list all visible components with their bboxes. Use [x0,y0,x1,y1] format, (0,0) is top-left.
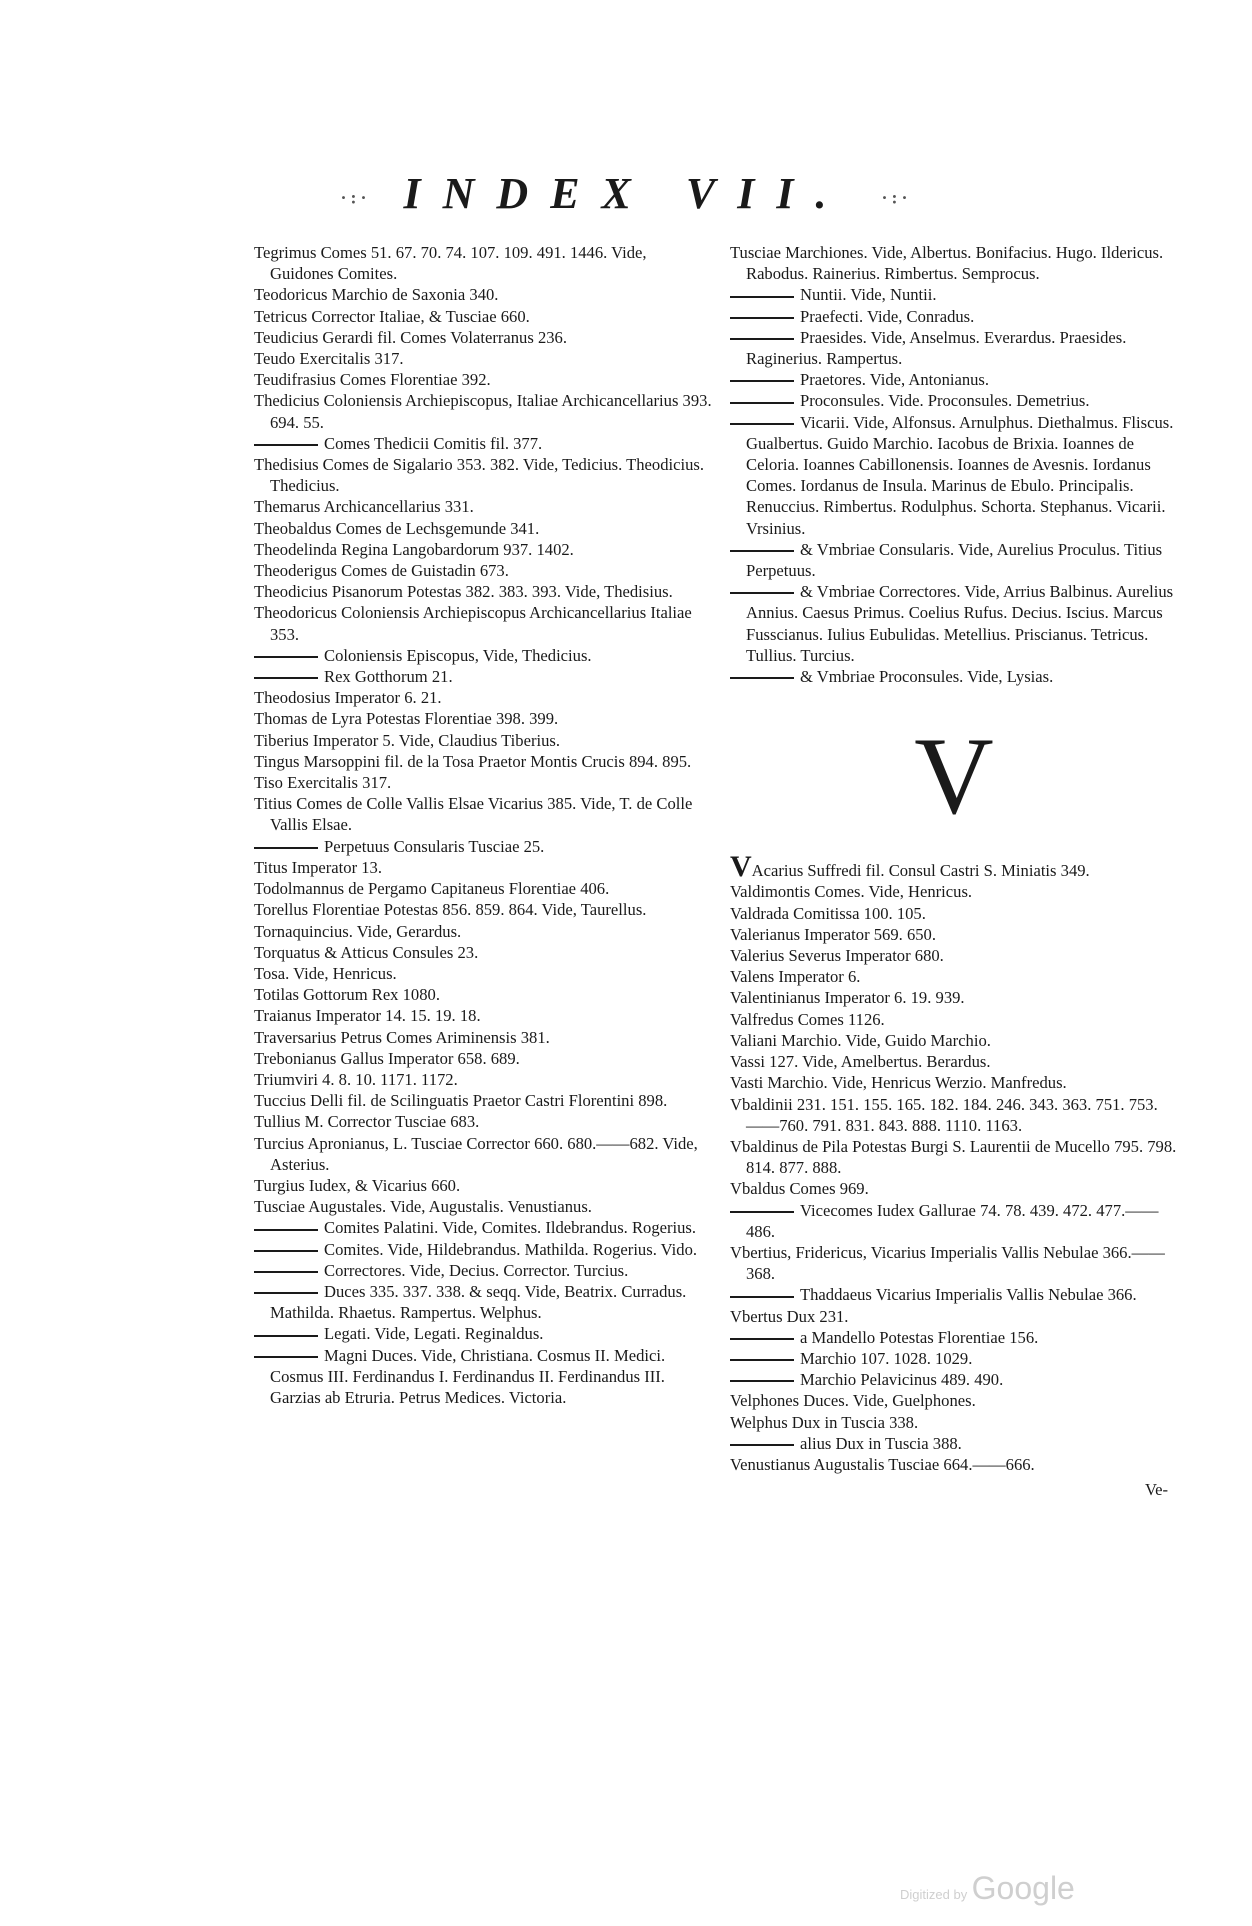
index-entry-text: Vbaldinii 231. 151. 155. 165. 182. 184. 246. 343. 363. 751. 753.——760. 791. 831. 843. 888. 1110. 1163. [730,1094,1158,1135]
ditto-dash [730,1338,794,1340]
right-top-entries [730,242,1178,687]
index-entry-text: Thomas de Lyra Potestas Florentiae 398. 399. [254,709,559,729]
index-entry-text: Vbaldus Comes 969. [730,1179,869,1199]
index-entry-text: Vasti Marchio. Vide, Henricus Werzio. Manfredus. [730,1073,1067,1093]
index-entry-text: Valentinianus Imperator 6. 19. 939. [730,988,965,1008]
index-entry [730,1348,1178,1369]
index-entry [254,1281,714,1323]
index-entry [730,1369,1178,1390]
index-entry-text: Valfredus Comes 1126. [730,1009,885,1029]
index-entry [254,921,714,942]
ditto-dash [254,656,318,658]
ditto-dash [730,296,794,298]
index-entry-text: Torquatus & Atticus Consules 23. [254,942,479,962]
index-entry-text: Velphones Duces. Vide, Guelphones. [730,1391,976,1411]
index-entry-text: Theoderigus Comes de Guistadin 673. [254,561,509,581]
catchword: Ve- [1144,1480,1168,1500]
index-entry [254,1090,714,1111]
index-entry [254,666,714,687]
index-entry [254,1069,714,1090]
index-entry [730,1072,1178,1093]
index-entry [730,412,1178,539]
index-entry-text: Thaddaeus Vicarius Imperialis Vallis Nebulae 366. [800,1285,1137,1305]
page-title: INDEX VII. [403,169,849,218]
index-entry-text: a Mandello Potestas Florentiae 156. [800,1327,1039,1347]
index-entry [730,1200,1178,1242]
ditto-dash [254,1356,318,1358]
index-entry [730,1454,1178,1475]
ditto-dash [254,444,318,446]
ditto-dash [730,1444,794,1446]
index-entry [730,1242,1178,1284]
index-entry [730,369,1178,390]
index-entry [730,1094,1178,1136]
index-entry-text: Coloniensis Episcopus, Vide, Thedicius. [324,645,592,665]
index-entry-text: Teodoricus Marchio de Saxonia 340. [254,285,499,305]
index-entry-text: & Vmbriae Proconsules. Vide, Lysias. [800,667,1054,687]
index-entry-text: Thedicius Coloniensis Archiepiscopus, Italiae Archicancellarius 393. 694. 55. [254,391,712,432]
index-entry [254,1345,714,1409]
index-entry-text: Correctores. Vide, Decius. Corrector. Turcius. [324,1260,629,1280]
index-entry [254,433,714,454]
index-entry [730,881,1178,902]
ditto-dash [254,677,318,679]
index-entry-text: Tegrimus Comes 51. 67. 70. 74. 107. 109. 491. 1446. Vide, Guidones Comites. [254,243,647,284]
index-entry [254,1027,714,1048]
index-entry-text: Tingus Marsoppini fil. de la Tosa Praetor Montis Crucis 894. 895. [254,751,692,771]
index-entry [254,560,714,581]
ditto-dash [730,1359,794,1361]
digitized-watermark [900,1870,1075,1907]
index-entry [730,581,1178,666]
index-entry [254,1048,714,1069]
index-entry [254,708,714,729]
index-entry-text: & Vmbriae Consularis. Vide, Aurelius Proculus. Titius Perpetuus. [746,539,1163,581]
index-entry [730,284,1178,305]
index-entry [730,242,1178,284]
index-entry [254,369,714,390]
index-entry-text: Titius Comes de Colle Vallis Elsae Vicarius 385. Vide, T. de Colle Vallis Elsae. [254,794,693,835]
index-entry-text: Tiberius Imperator 5. Vide, Claudius Tiberius. [254,730,560,750]
index-entry-text: Nuntii. Vide, Nuntii. [800,285,937,305]
index-entry-text: Teudifrasius Comes Florentiae 392. [254,370,491,390]
index-entry-text: Turgius Iudex, & Vicarius 660. [254,1175,461,1195]
index-entry-text: Valdimontis Comes. Vide, Henricus. [730,882,973,902]
index-entry-text: Magni Duces. Vide, Christiana. Cosmus II. Medici. Cosmus III. Ferdinandus I. Ferdinandus II. Ferdinandus III. Garzias ab Etruria. Petrus Medices. Victoria. [270,1345,666,1407]
index-entry [254,1196,714,1217]
ditto-dash [730,402,794,404]
index-entry-text: Duces 335. 337. 338. & seqq. Vide, Beatrix. Curradus. Mathilda. Rhaetus. Rampertus. Welphus. [270,1281,687,1323]
index-entry-text: Thedisius Comes de Sigalario 353. 382. Vide, Tedicius. Theodicius. Thedicius. [254,455,704,496]
index-entry-text: alius Dux in Tuscia 388. [800,1433,962,1453]
index-entry-text: Vicarii. Vide, Alfonsus. Arnulphus. Diethalmus. Fliscus. Gualbertus. Guido Marchio. Iacobus de Brixia. Ioannes de Celoria. Ioannes Cabillonensis. Ioannes de Avesnis. Iordanus Comes. Iordanus de Insula. Marinus de Ebulo. Principalis. Renuccius. Rimbertus. Rodulphus. Schorta. Stephanus. Vicarii. Vrsinius. [746,412,1174,538]
index-entry [254,899,714,920]
index-entry [254,878,714,899]
watermark-logo-text: Google [971,1870,1075,1906]
index-entry [254,518,714,539]
index-entry [254,1323,714,1344]
ditto-dash [730,550,794,552]
index-entry [730,945,1178,966]
index-entry-text: Tusciae Augustales. Vide, Augustalis. Venustianus. [254,1197,592,1217]
index-entry-text: Comites Palatini. Vide, Comites. Ildebrandus. Rogerius. [324,1218,697,1238]
index-entry-text: Traversarius Petrus Comes Ariminensis 381. [254,1027,550,1047]
ditto-dash [254,1271,318,1273]
index-entry [254,1217,714,1238]
watermark-small-text: Digitized by [900,1887,968,1902]
index-entry-text: Marchio Pelavicinus 489. 490. [800,1370,1004,1390]
index-entry-text: Todolmannus de Pergamo Capitaneus Florentiae 406. [254,879,610,899]
index-entry [254,984,714,1005]
ditto-dash [730,677,794,679]
index-entry-text: Teudicius Gerardi fil. Comes Volaterranus 236. [254,327,567,347]
index-entry-text: & Vmbriae Correctores. Vide, Arrius Balbinus. Aurelius Annius. Caesus Primus. Coelius Rufus. Decius. Iscius. Marcus Fusscianus. Iulius Eubulidas. Metellius. Priscianus. Tetricus. Tullius. Turcius. [746,582,1174,665]
index-entry-text: Turcius Apronianus, L. Tusciae Corrector 660. 680.——682. Vide, Asterius. [254,1133,698,1174]
index-entry-text: Vicecomes Iudex Gallurae 74. 78. 439. 472. 477.——486. [746,1200,1159,1241]
index-entry [254,1111,714,1132]
index-entry [730,666,1178,687]
index-entry [254,284,714,305]
index-entry-text: Totilas Gottorum Rex 1080. [254,985,440,1005]
index-entry [730,1327,1178,1348]
index-entry [254,963,714,984]
ditto-dash [730,1380,794,1382]
index-entry-text: Tornaquincius. Vide, Gerardus. [254,921,462,941]
ditto-dash [730,1296,794,1298]
ditto-dash [254,1292,318,1294]
index-entry [254,645,714,666]
right-v-entries [730,850,1178,1475]
index-entry-text: Vassi 127. Vide, Amelbertus. Berardus. [730,1052,991,1072]
left-index-column [254,242,714,1408]
index-entry [254,793,714,835]
ditto-dash [730,592,794,594]
index-entry [730,1433,1178,1454]
index-entry [730,1136,1178,1178]
index-entry-text: Comes Thedicii Comitis fil. 377. [324,433,543,453]
index-entry-text: Vbertus Dux 231. [730,1306,849,1326]
index-entry [254,1005,714,1026]
index-entry [254,730,714,751]
index-entry-text: Proconsules. Vide. Proconsules. Demetrius. [800,391,1090,411]
index-entry-text: Comites. Vide, Hildebrandus. Mathilda. Rogerius. Vido. [324,1239,698,1259]
ditto-dash [254,1229,318,1231]
index-entry [730,1178,1178,1199]
index-entry-text: Valdrada Comitissa 100. 105. [730,903,926,923]
ditto-dash [730,317,794,319]
index-entry-text: Themarus Archicancellarius 331. [254,497,474,517]
index-entry [730,924,1178,945]
index-entry-text: Theodosius Imperator 6. 21. [254,688,442,708]
index-entry [254,581,714,602]
ditto-dash [254,1335,318,1337]
index-entry-text: Traianus Imperator 14. 15. 19. 18. [254,1006,481,1026]
index-entry [730,1412,1178,1433]
index-entry [730,903,1178,924]
ditto-dash [730,380,794,382]
section-letter: V [914,715,994,838]
index-entry-text: Tusciae Marchiones. Vide, Albertus. Bonifacius. Hugo. Ildericus. Rabodus. Rainerius. Rimbertus. Semprocus. [730,243,1164,284]
index-entry [254,539,714,560]
ditto-dash [730,423,794,425]
index-entry-text: Torellus Florentiae Potestas 856. 859. 864. Vide, Taurellus. [254,900,647,920]
index-entry [254,751,714,772]
index-entry-text: Teudo Exercitalis 317. [254,349,404,369]
index-entry [730,987,1178,1008]
index-entry-text: Valens Imperator 6. [730,967,861,987]
index-entry-text: Theodoricus Coloniensis Archiepiscopus Archicancellarius Italiae 353. [254,603,692,644]
index-entry [254,454,714,496]
index-entry [730,966,1178,987]
index-entry [730,1009,1178,1030]
index-entry-text: Welphus Dux in Tuscia 338. [730,1412,919,1432]
index-entry [254,772,714,793]
index-entry [254,1239,714,1260]
index-entry [730,1284,1178,1305]
right-index-column [730,242,1178,1500]
index-entry [254,348,714,369]
index-entry-text: Acarius Suffredi fil. Consul Castri S. Miniatis 349. [751,861,1090,881]
index-entry [730,850,1178,884]
index-entry [254,1260,714,1281]
index-entry [254,836,714,857]
index-entry-text: Valiani Marchio. Vide, Guido Marchio. [730,1030,991,1050]
index-entry [254,602,714,644]
index-entry [730,1390,1178,1411]
index-entry-text: Titus Imperator 13. [254,857,382,877]
index-entry [254,327,714,348]
index-entry [254,1133,714,1175]
index-entry-text: Tuccius Delli fil. de Scilinguatis Praetor Castri Florentini 898. [254,1091,668,1111]
ditto-dash [730,1211,794,1213]
ditto-dash [254,847,318,849]
index-entry-text: Vbertius, Fridericus, Vicarius Imperialis Vallis Nebulae 366.——368. [730,1242,1165,1284]
index-entry-text: Tosa. Vide, Henricus. [254,963,397,983]
index-entry-text: Praesides. Vide, Anselmus. Everardus. Praesides. Raginerius. Rampertus. [746,327,1127,369]
index-entry-text: Theodicius Pisanorum Potestas 382. 383. 393. Vide, Thedisius. [254,582,673,602]
index-entry-text: Rex Gotthorum 21. [324,667,453,687]
index-entry-text: Praefecti. Vide, Conradus. [800,306,975,326]
index-entry-text: Tullius M. Corrector Tusciae 683. [254,1112,480,1132]
index-entry [730,1051,1178,1072]
index-entry-text: Triumviri 4. 8. 10. 1171. 1172. [254,1069,458,1089]
index-entry-text: Marchio 107. 1028. 1029. [800,1348,973,1368]
index-entry [730,306,1178,327]
header-ornament-right: ·:· [881,187,912,208]
index-entry [254,857,714,878]
index-entry [730,1030,1178,1051]
index-entry-text: Praetores. Vide, Antonianus. [800,370,990,390]
index-entry [730,1306,1178,1327]
index-entry [254,942,714,963]
index-entry [254,687,714,708]
index-entry-text: Valerianus Imperator 569. 650. [730,924,936,944]
index-entry-text: Theobaldus Comes de Lechsgemunde 341. [254,518,540,538]
index-entry [730,539,1178,581]
ditto-dash [730,338,794,340]
index-entry [254,306,714,327]
index-entry [254,242,714,284]
ditto-dash [254,1250,318,1252]
index-entry-text: Tetricus Corrector Italiae, & Tusciae 660. [254,306,530,326]
index-entry [730,327,1178,369]
index-entry [254,1175,714,1196]
index-entry [730,390,1178,411]
index-entry-text: Vbaldinus de Pila Potestas Burgi S. Laurentii de Mucello 795. 798. 814. 877. 888. [730,1136,1177,1178]
drop-cap: V [730,850,752,884]
index-entry [254,496,714,517]
header-ornament-left: ·:· [340,187,371,208]
index-entry-text: Tiso Exercitalis 317. [254,773,392,793]
index-entry [254,390,714,432]
index-entry-text: Trebonianus Gallus Imperator 658. 689. [254,1048,520,1068]
index-entry-text: Legati. Vide, Legati. Reginaldus. [324,1324,544,1344]
index-entry-text: Perpetuus Consularis Tusciae 25. [324,836,545,856]
index-entry-text: Valerius Severus Imperator 680. [730,946,944,966]
index-entry-text: Venustianus Augustalis Tusciae 664.——666. [730,1454,1035,1474]
index-entry-text: Theodelinda Regina Langobardorum 937. 1402. [254,539,574,559]
page-header [0,168,1252,219]
